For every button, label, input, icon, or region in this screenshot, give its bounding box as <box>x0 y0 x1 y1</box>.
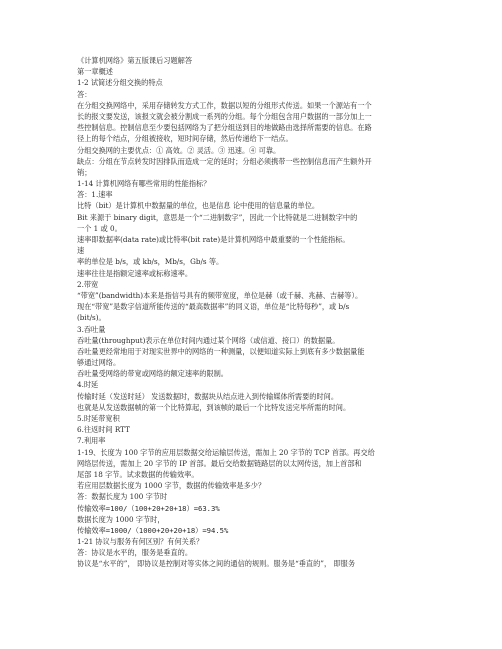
document-title: 《计算机网络》第五版课后习题解答 <box>77 56 193 65</box>
answer-label: 答： <box>77 89 92 99</box>
question-heading: 1-19、长度为 100 字节的应用层数据交给运输层传送，需加上 20 字节的 TCP 首部。再交给 <box>77 447 375 457</box>
paragraph-line: 径上的每个结点，分组被接收，短时间存储，然后传递给下一结点。 <box>77 134 293 144</box>
section-heading: 2.带宽 <box>77 279 99 289</box>
paragraph-line: 答：协议是水平的，服务是垂直的。 <box>77 548 193 558</box>
paragraph-line: 网络层传送，需加上 20 字节的 IP 首部。最后交给数据链路层的以太网传送，加上首部和 <box>77 458 362 468</box>
paragraph-line: 率的单位是 b/s，或 kb/s，Mb/s，Gb/s 等。 <box>77 257 224 267</box>
question-heading: 1-21 协议与服务有何区别？有何关系？ <box>77 537 204 547</box>
paragraph-line: 吞吐量受网络的带宽或网络的额定速率的限制。 <box>77 369 228 379</box>
paragraph-line: 些控制信息。控制信息至少要包括网络为了把分组送到目的地做路由选择所需要的信息。在路 <box>77 123 372 133</box>
section-heading: 6.往返时间 RTT <box>77 425 130 435</box>
paragraph-line: 若应用层数据长度为 1000 字节，数据的传输效率是多少？ <box>77 481 266 491</box>
paragraph-line: “带宽”(bandwidth)本来是指信号具有的频带宽度，单位是赫（或千赫、兆赫、吉赫等）。 <box>77 290 363 300</box>
paragraph-line: 答：数据长度为 100 字节时 <box>77 492 168 502</box>
document-body <box>77 55 429 570</box>
question-heading: 1-2 试简述分组交换的特点 <box>77 78 163 88</box>
paragraph-line: 速率往往是指额定速率或标称速率。 <box>77 268 193 278</box>
section-heading: 5.时延带宽积 <box>77 414 120 423</box>
paragraph-line: 数据长度为 1000 字节时， <box>77 514 165 524</box>
paragraph-line: 吞吐量(throughput)表示在单位时间内通过某个网络（或信道、接口）的数据量。 <box>77 335 340 345</box>
formula-line: 传输效率=100/（100+20+20+18）=63.3% <box>77 503 220 513</box>
paragraph-line: 缺点：分组在节点转发时因排队而造成一定的延时；分组必须携带一些控制信息而产生额外开 <box>77 156 372 166</box>
question-heading: 1-14 计算机网络有哪些常用的性能指标？ <box>77 179 211 189</box>
paragraph-line: 也就是从发送数据帧的第一个比特算起，到该帧的最后一个比特发送完毕所需的时间。 <box>77 402 351 412</box>
paragraph-line: 现在“带宽”是数字信道所能传送的“最高数据率”的同义语，单位是“比特每秒”，或 b/s <box>77 302 350 312</box>
paragraph-line: 传输时延（发送时延） 发送数据时，数据块从结点进入到传输媒体所需要的时间。 <box>77 391 339 401</box>
paragraph-line: (bit/s)。 <box>77 313 106 323</box>
chapter-heading: 第一章概述 <box>77 67 113 77</box>
paragraph-line: 比特（bit）是计算机中数据量的单位，也是信息 论中使用的信息量的单位。 <box>77 201 320 211</box>
paragraph-line: 够通过网络。 <box>77 358 121 368</box>
paragraph-line: 长的报文要发送，该报文就会被分割成一系列的分组。每个分组包含用户数据的一部分加上一 <box>77 111 372 121</box>
paragraph-line: 分组交换网的主要优点：① 高效。② 灵活。③ 迅速。④ 可靠。 <box>77 145 281 155</box>
answer-label: 答：1.速率 <box>77 190 113 200</box>
paragraph-line: 速率即数据率(data rate)或比特率(bit rate)是计算机网络中最重要的一个性能指标。 <box>77 235 350 244</box>
section-heading: 7.利用率 <box>77 436 106 446</box>
paragraph-line: 销； <box>77 167 92 177</box>
paragraph-line: 协议是“水平的”， 即协议是控制对等实体之间的通信的规则。服务是“垂直的”， 即服务 <box>77 559 356 569</box>
paragraph-line: Bit 来源于 binary digit，意思是一个“二进制数字”，因此一个比特就是二进制数字中的 <box>77 212 358 222</box>
section-heading: 3.吞吐量 <box>77 324 106 334</box>
paragraph-line: 一个 1 或 0。 <box>77 223 122 233</box>
formula-line: 传输效率=1000/（1000+20+20+18）=94.5% <box>77 525 229 535</box>
paragraph-line: 尾部 18 字节。试求数据的传输效率。 <box>77 469 199 479</box>
paragraph-line: 吞吐量更经常地用于对现实世界中的网络的一种测量，以便知道实际上到底有多少数据量能 <box>77 346 365 356</box>
paragraph-line: 在分组交换网络中，采用存储转发方式工作，数据以短的分组形式传送。如果一个源站有一个 <box>77 100 372 110</box>
paragraph-line: 速 <box>77 246 85 256</box>
section-heading: 4.时延 <box>77 380 99 390</box>
